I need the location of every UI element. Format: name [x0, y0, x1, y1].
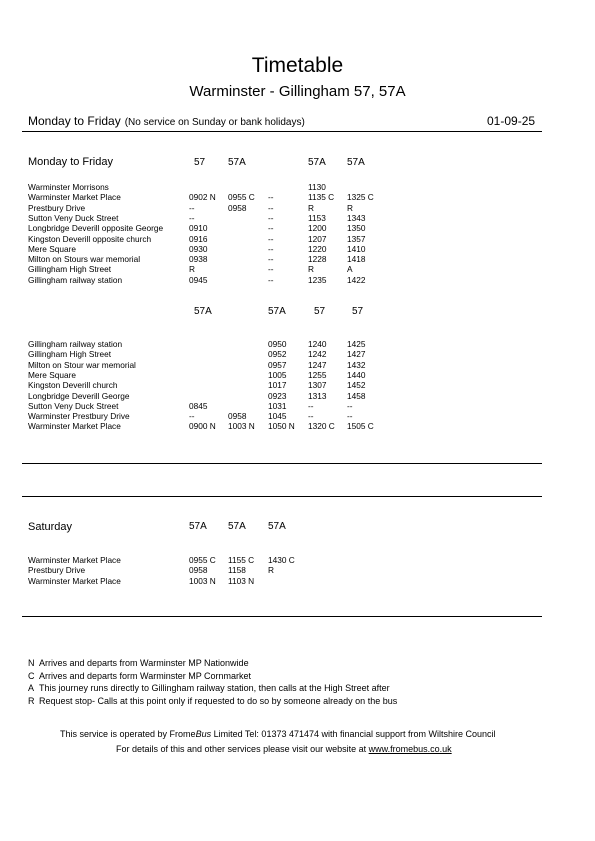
time-cell: 1207	[308, 233, 327, 244]
time-cell: 1320 C	[308, 421, 335, 432]
route-header: 57A	[228, 521, 246, 532]
route-header: 57	[314, 306, 326, 317]
legend-key: R	[28, 695, 35, 706]
time-cell: 1427	[347, 349, 366, 360]
time-cell: 1410	[347, 243, 366, 254]
time-cell: 1103 N	[228, 575, 255, 586]
time-cell: --	[189, 411, 195, 422]
time-cell: 1153	[308, 212, 326, 223]
operator-text: This service is operated by Frome	[60, 729, 196, 739]
website-text: For details of this and other services please visit our website at	[116, 744, 369, 754]
stop-name: Mere Square	[28, 369, 76, 380]
saturday-label: Saturday	[28, 521, 73, 533]
time-cell: 1343	[347, 212, 366, 223]
stop-name: Warminster Market Place	[28, 192, 121, 203]
legend-item	[28, 683, 390, 693]
stop-name: Warminster Market Place	[28, 575, 121, 586]
time-cell: 1432	[347, 359, 366, 370]
time-cell: 0923	[268, 390, 287, 401]
route-header: 57A	[189, 521, 207, 532]
stop-name: Kingston Deverill opposite church	[28, 233, 152, 244]
time-cell: R	[347, 202, 353, 213]
time-cell: 0955 C	[189, 555, 216, 565]
time-cell: 1003 N	[228, 421, 255, 432]
time-cell: 0930	[189, 243, 208, 254]
stop-name: Warminster Prestbury Drive	[28, 411, 130, 422]
time-cell: 1505 C	[347, 421, 374, 432]
legend-key: A	[28, 683, 35, 694]
stop-name: Gillingham High Street	[28, 264, 112, 275]
route-header: 57A	[347, 157, 365, 168]
divider	[22, 131, 542, 132]
divider	[22, 463, 542, 464]
time-cell: --	[308, 411, 314, 422]
time-cell: 1235	[308, 274, 327, 285]
days-label: Monday to Friday	[28, 114, 121, 128]
time-cell: --	[347, 400, 353, 411]
stop-name: Gillingham High Street	[28, 349, 112, 360]
time-cell: 0958	[228, 411, 247, 422]
stop-name: Sutton Veny Duck Street	[28, 212, 119, 223]
divider	[22, 496, 542, 497]
time-cell: 1220	[308, 243, 327, 254]
time-cell: 0916	[189, 233, 208, 244]
time-cell: 1135 C	[308, 192, 335, 203]
stop-name: Warminster Morrisons	[28, 182, 109, 192]
legend-item	[28, 696, 397, 706]
stop-name: Kingston Deverill church	[28, 380, 118, 391]
operator-statement	[60, 729, 496, 739]
time-cell: 1228	[308, 254, 327, 265]
legend-text: This journey runs directly to Gillingham railway station, then calls at the High Street after	[39, 683, 390, 694]
weekday_out-label: Monday to Friday	[28, 156, 113, 168]
stop-name: Sutton Veny Duck Street	[28, 400, 119, 411]
time-cell: 1005	[268, 369, 287, 380]
route-header: 57	[194, 157, 206, 168]
stop-name: Gillingham railway station	[28, 339, 123, 349]
stop-name: Prestbury Drive	[28, 565, 86, 576]
page-subtitle: Warminster - Gillingham 57, 57A	[189, 83, 406, 100]
time-cell: 1458	[347, 390, 366, 401]
stop-name: Milton on Stours war memorial	[28, 254, 141, 265]
route-header: 57A	[308, 157, 326, 168]
time-cell: 1158	[228, 565, 246, 576]
operator-text-italic: Bus	[195, 729, 212, 739]
time-cell: 1242	[308, 349, 327, 360]
time-cell: --	[268, 223, 274, 234]
time-cell: 0910	[189, 223, 208, 234]
time-cell: --	[347, 411, 353, 422]
website-link[interactable]: www.fromebus.co.uk	[368, 744, 452, 754]
time-cell: 1425	[347, 339, 366, 349]
legend-text: Request stop- Calls at this point only if requested to do so by someone already on the bus	[39, 695, 398, 706]
time-cell: 0952	[268, 349, 287, 360]
no-service-note: (No service on Sunday or bank holidays)	[124, 117, 305, 128]
stop-name: Prestbury Drive	[28, 202, 86, 213]
operator-text-rest: Limited Tel: 01373 471474 with financial support from Wiltshire Council	[211, 729, 496, 739]
route-header: 57A	[194, 306, 212, 317]
route-header: 57A	[268, 306, 286, 317]
stop-name: Mere Square	[28, 243, 76, 254]
time-cell: 0950	[268, 339, 287, 349]
time-cell: --	[308, 400, 314, 411]
legend-item	[28, 671, 251, 681]
time-cell: --	[268, 202, 274, 213]
time-cell: R	[308, 264, 314, 275]
effective-date: 01-09-25	[487, 114, 536, 128]
time-cell: R	[268, 565, 274, 576]
time-cell: 1050 N	[268, 421, 295, 432]
time-cell: --	[268, 264, 274, 275]
time-cell: 1255	[308, 369, 327, 380]
time-cell: R	[189, 264, 195, 275]
legend-text: Arrives and departs from Warminster MP Nationwide	[39, 658, 249, 668]
stop-name: Longbridge Deverill George	[28, 390, 130, 401]
time-cell: 1357	[347, 233, 366, 244]
time-cell: --	[189, 202, 195, 213]
time-cell: 0845	[189, 400, 208, 411]
service-days-header	[28, 114, 305, 128]
time-cell: 1440	[347, 369, 366, 380]
time-cell: R	[308, 202, 314, 213]
page-title: Timetable	[251, 54, 344, 77]
time-cell: 1200	[308, 223, 327, 234]
time-cell: 1430 C	[268, 555, 295, 565]
time-cell: --	[268, 212, 274, 223]
time-cell: 0902 N	[189, 192, 216, 203]
time-cell: 1240	[308, 339, 327, 349]
stop-name: Warminster Market Place	[28, 421, 121, 432]
stop-name: Longbridge Deverill opposite George	[28, 223, 164, 234]
time-cell: 1313	[308, 390, 327, 401]
time-cell: A	[347, 264, 353, 275]
stop-name: Milton on Stour war memorial	[28, 359, 136, 370]
time-cell: 0945	[189, 274, 208, 285]
time-cell: 1307	[308, 380, 327, 391]
time-cell: 1003 N	[189, 575, 216, 586]
legend-key: N	[28, 658, 35, 668]
time-cell: --	[189, 212, 195, 223]
time-cell: 1031	[268, 400, 287, 411]
time-cell: --	[268, 243, 274, 254]
time-cell: --	[268, 192, 274, 203]
time-cell: 1247	[308, 359, 327, 370]
time-cell: 0957	[268, 359, 287, 370]
time-cell: 1017	[268, 380, 287, 391]
time-cell: 0938	[189, 254, 208, 265]
time-cell: --	[268, 274, 274, 285]
route-header: 57	[352, 306, 364, 317]
time-cell: 1045	[268, 411, 287, 422]
time-cell: 1452	[347, 380, 366, 391]
time-cell: 0958	[189, 565, 208, 576]
route-header: 57A	[268, 521, 286, 532]
time-cell: 1130	[308, 182, 326, 192]
time-cell: 1155 C	[228, 555, 255, 565]
time-cell: --	[268, 233, 274, 244]
legend-text: Arrives and departs form Warminster MP Cornmarket	[39, 670, 252, 681]
time-cell: 1350	[347, 223, 366, 234]
time-cell: 1418	[347, 254, 366, 265]
divider	[22, 616, 542, 617]
time-cell: 0955 C	[228, 192, 255, 203]
time-cell: 0900 N	[189, 421, 216, 432]
legend-key: C	[28, 670, 35, 681]
website-statement	[116, 744, 452, 754]
stop-name: Gillingham railway station	[28, 274, 123, 285]
stop-name: Warminster Market Place	[28, 555, 121, 565]
time-cell: 0958	[228, 202, 247, 213]
time-cell: 1325 C	[347, 192, 374, 203]
time-cell: --	[268, 254, 274, 265]
legend-item	[28, 658, 249, 668]
time-cell: 1422	[347, 274, 366, 285]
route-header: 57A	[228, 157, 246, 168]
